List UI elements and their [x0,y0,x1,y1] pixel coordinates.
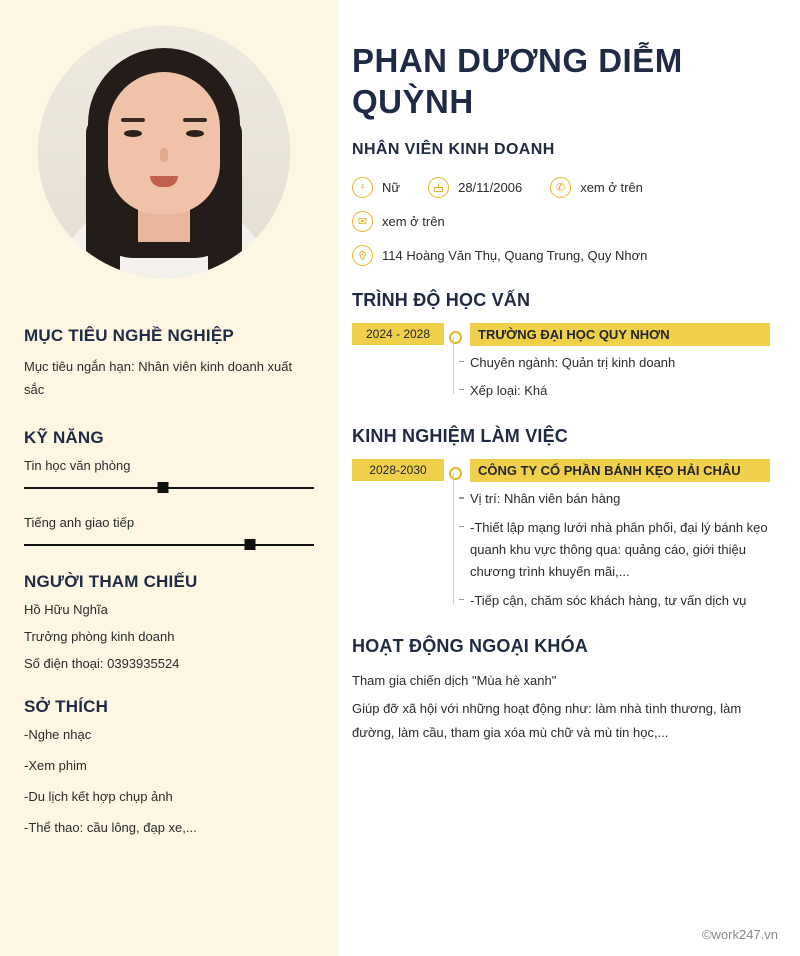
gender-icon: ♀ [352,177,373,198]
contact-value: 114 Hoàng Văn Thụ, Quang Trung, Quy Nhơn [382,247,648,263]
timeline-content [456,459,770,612]
contact-row [352,177,770,198]
section-title: KINH NGHIỆM LÀM VIỆC [352,426,569,447]
phone-icon: ✆ [550,177,571,198]
contact-value: 28/11/2006 [458,179,523,195]
reference-name: Hồ Hữu Nghĩa [24,601,108,617]
list-item: -Nghe nhạc [24,726,92,742]
photo-eye-left [124,130,142,137]
timeline-axis [453,337,454,395]
experience-timeline [352,459,770,612]
section-hobbies [24,697,314,835]
education-timeline [352,323,770,403]
photo-brow-right [183,118,207,122]
left-sidebar [0,0,338,956]
timeline-row [352,459,770,612]
contact-value: xem ở trên [580,179,643,195]
timeline-date: 2024 - 2028 [352,323,444,345]
education-detail: Chuyên ngành: Quản trị kinh doanh [470,352,770,374]
timeline-date: 2028-2030 [352,459,444,481]
contact-item-address [352,245,647,266]
skill-label: Tin học văn phòng [24,457,131,473]
photo-nose [160,148,168,162]
avatar [38,26,290,278]
contact-row [352,245,770,266]
career-objective-text: Mục tiêu ngắn hạn: Nhân viên kinh doanh xuất sắc [24,359,293,397]
timeline-content [456,323,770,403]
section-career-objective [24,326,314,402]
contact-item-email [352,211,445,232]
activity-text: Tham gia chiến dịch "Mùa hè xanh" [352,673,557,689]
skill-slider[interactable] [24,487,314,489]
skill-label: Tiếng anh giao tiếp [24,514,135,530]
section-title: TRÌNH ĐỘ HỌC VẤN [352,289,531,310]
experience-detail: Vị trí: Nhân viên bán hàng [470,488,770,510]
contact-item-phone [550,177,643,198]
section-title: SỞ THÍCH [24,696,109,716]
contact-item-gender [352,177,400,198]
contact-info [352,177,770,266]
section-title: NGƯỜI THAM CHIẾU [24,571,198,591]
section-skills [24,428,314,546]
section-experience [352,426,770,612]
job-title: NHÂN VIÊN KINH DOANH [352,140,555,158]
section-title: MỤC TIÊU NGHỀ NGHIỆP [24,326,234,345]
photo-face [108,72,220,214]
contact-value: Nữ [382,179,401,195]
contact-item-birthday [428,177,522,198]
photo-eye-right [186,130,204,137]
watermark: ©work247.vn [701,927,778,942]
education-detail: Xếp loại: Khá [470,380,770,402]
list-item: -Thể thao: cầu lông, đạp xe,... [24,819,197,835]
reference-position: Trưởng phòng kinh doanh [24,628,175,644]
section-title: HOẠT ĐỘNG NGOẠI KHÓA [352,636,588,657]
section-title: KỸ NĂNG [24,427,104,447]
main-content [338,0,800,956]
contact-row [352,211,770,232]
envelope-icon: ✉ [352,211,373,232]
education-institution: TRƯỜNG ĐẠI HỌC QUY NHƠN [470,323,770,346]
experience-detail: -Thiết lập mạng lưới nhà phân phối, đại lý bánh kẹo quanh khu vực thông qua: quảng cáo, giới thiệu chương trình khuyến mãi,... [470,517,770,584]
section-education [352,290,770,403]
list-item: -Du lịch kết hợp chụp ảnh [24,788,173,804]
photo-brow-left [121,118,145,122]
page-title: PHAN DƯƠNG DIỄM QUỲNH [352,42,683,121]
list-item: -Xem phim [24,757,87,773]
birthday-cake-icon [428,177,449,198]
profile-photo [38,26,290,278]
contact-value: xem ở trên [382,213,445,229]
skill-slider[interactable] [24,544,314,546]
activity-text: Giúp đỡ xã hội với những hoạt động như: làm nhà tình thương, làm đường, làm cầu, tham gia xóa mù chữ và mù tin học,... [352,701,742,741]
timeline-axis [453,473,454,604]
skill-slider-knob[interactable] [245,539,256,550]
skill-slider-knob[interactable] [158,482,169,493]
experience-detail: -Tiếp cận, chăm sóc khách hàng, tư vấn dịch vụ [470,590,770,612]
reference-phone: Số điện thoại: 0393935524 [24,655,180,671]
location-pin-icon [352,245,373,266]
section-reference [24,572,314,671]
experience-company: CÔNG TY CỔ PHẦN BÁNH KẸO HẢI CHÂU [470,459,770,482]
timeline-row [352,323,770,403]
section-activities [352,636,770,745]
